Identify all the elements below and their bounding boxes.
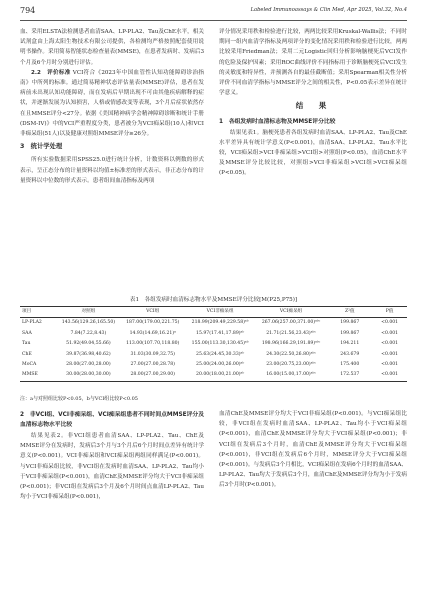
criteria-paragraph: VCI符合《2023年中国血管性认知功能障碍诊治指南》中所列的标准。通过简易精神状态评估量表(MMSE)评估，患者在发病前未出现认知功能障碍，而在发病后早期出现不可由其他疾病解释的症状，并逐渐发展为认知损害，人格或情感改变等表现，3个月后症状依然存在且MMSE评分<27分。依据《美国精神病学会精神障碍诊断和统计手册(DSM-IV)》中的VCI严重程度分类，患者被分为VCI痴呆组(10人)和VCI非痴呆组(51人)以及健康对照组MMSE评分≥26分。 <box>20 69 205 138</box>
section-heading-2-2: 2.2 评价标准 <box>31 69 71 76</box>
table-header-row <box>20 307 407 318</box>
table-cell: 175.400 <box>340 362 360 368</box>
column-header: 项目 <box>20 307 57 318</box>
statistics-continued-paragraph: 评分情况采用秩和检验进行比较，两两比较采用Kruskal-Wallis法；不同时期同一组内血清学指标及两项评分的变化情况采用秩和检验进行比较，两两比较采用Friedman法；采用二元Logistic回归分析影响脑梗死后VCI发作的危险及保护因素；采用ROC曲线评价不同指标用于诊断脑梗死后VCI发生的灵敏度和特异性，并预测各自的最佳截断值；采用Spearman相关性分析评价不同血清学指标与MMSE评分之间的相关性，P<0.05表示差异在统计学意义。 <box>219 29 407 97</box>
results-heading: 结 果 <box>295 101 331 111</box>
table-cell: 30.00(28.00,30.00) <box>57 370 120 381</box>
table-cell: 187.00(179.00,221.75) <box>126 320 180 326</box>
table-cell: 25.00(24.00,26.00)ᵃᵇ <box>196 362 245 368</box>
table-row <box>20 350 407 360</box>
table-cell: Tau <box>22 341 31 347</box>
table-cell: 7.84(7.22,8.43) <box>70 330 107 336</box>
table-cell: 20.00(18.00,21.00)ᵃᵇ <box>185 370 254 381</box>
table-cell: 143.56(129.26,165.50) <box>61 320 116 326</box>
results-subheading-2: 2 非VCI组、VCI非痴呆组、VCI痴呆组患者不同时间点MMSE评分及血清标志物水平比较 <box>20 412 204 428</box>
table-cell: 155.00(113.30,130.45)ᵃᵇ <box>191 341 249 347</box>
table-cell: MMSE <box>20 370 57 381</box>
results-paragraph-2-continued: 血清ChE及MMSE评分均大于VCI非痴呆组(P<0.001)。与VCI痴呆组比较，非VCI组在发病时血清SAA、LP-PLA2、Tau均小于VCI痴呆组(P<0.001)，血清ChE及MMSE评分均大于VCI痴呆组(P<0.001)；非VCI组在发病后3个月时，血清ChE及MMSE评分均大于VCI痴呆组(P<0.001)，非VCI组在发病后6个月时，MMSE评分大于VCI痴呆组(P<0.001)。与发病后3个月相比，VCI痴呆组在发病6个月时的血清SAA、LP-PLA2、Tau均大于发病后3个月，血清ChE及MMSE评分均为小于发病后3个月时(P<0.001)。 <box>219 411 407 489</box>
table-cell: 199.867 <box>340 320 360 326</box>
table-cell: <0.001 <box>381 330 399 336</box>
table-cell: 51.92(49.04,55.66) <box>66 341 111 347</box>
table-row <box>20 370 407 381</box>
section-heading-3: 3 统计学处理 <box>20 143 63 151</box>
table-cell: 172.537 <box>327 370 372 381</box>
table-cell: 198.96(166.29,191.89)ᵃᵇᶜ <box>261 341 321 347</box>
table-cell: 24.30(22.50,26.80)ᵃᵇᶜ <box>266 351 316 357</box>
page-number: 794 <box>20 6 36 15</box>
table-cell: MoCA <box>22 362 37 368</box>
header-rule <box>20 20 407 21</box>
lower-right-column <box>219 409 407 491</box>
journal-title: Labeled Immunoassays & Clin Med, Apr 2025, Vol.32, No.4 <box>250 7 407 13</box>
table-caption: 表1 各组发病时血清标志物水平及MMSE评分比较[M(P25,P75)] <box>129 297 298 303</box>
table-row <box>20 339 407 349</box>
results-paragraph-1: 结果见表1。脑梗死患者各组发病时血清SAA、LP-PLA2、Tau及ChE水平差异具有统计学意义(P<0.001)，血清SAA、LP-PLA2、Tau水平比较，VCI痴呆组>VCI非痴呆组>VCI组>对照组(P<0.05)，血清ChE水平及MMSE评分比较比较，对照组>VCI非痴呆组>VCI组>VCI痴呆组(P<0.05)。 <box>219 129 407 177</box>
running-header <box>20 6 407 18</box>
table-cell: 16.00(15.00,17.00)ᵃᵇᶜ <box>255 370 327 381</box>
table-cell: <0.001 <box>381 362 399 368</box>
left-column <box>20 27 204 186</box>
table-cell: 28.00(27.00,29.00) <box>120 370 185 381</box>
table-row <box>20 318 407 329</box>
table-cell: 21.71(21.56,23.43)ᵃᵇᶜ <box>266 330 316 336</box>
table-cell: 267.06(257.00,371.00)ᵃᵇᶜ <box>261 320 321 326</box>
results-paragraph-2: 结果见表2。非VCI组患者血清SAA、LP-PLA2、Tau、ChE及MMSE评分在发病时，发病后3个月与3个月后6个月时间点差异有统计学意义(P<0.001)。VCI非痴呆组和VCI痴呆组两组同样满足(P<0.001)。与VCI非痴呆组比较，非VCI组在发病时血清SAA、LP-PLA2、Tau均小于VCI非痴呆组(P<0.001)，血清ChE及MMSE评分均大于VCI非痴呆组(P<0.001)；非VCI组在发病后3个月及6个月时间点血清LP-PLA2、Tau均小于VCI非痴呆组(P<0.001)， <box>20 433 204 501</box>
column-header: Z²值 <box>327 307 372 318</box>
table-cell: 25.63(24.45,30.33)ᵃᵇ <box>196 351 245 357</box>
results-subheading-1: 1 各组发病时血清标志物及MMSE评分比较 <box>219 118 336 125</box>
table-cell: <0.001 <box>372 370 407 381</box>
table-cell: <0.001 <box>381 320 399 326</box>
column-header: VCI组 <box>120 307 185 318</box>
column-header: VCI非痴呆组 <box>185 307 254 318</box>
statistics-paragraph: 所有实验数据采用SPSS25.0进行统计分析，计数资料以例数的形式表示，呈正态分布的计量资料以均值±标准差的形式表示，非正态分布的计量资料以中位数的形式表示。患者组间血清指标及两项 <box>20 157 204 184</box>
table-cell: 113.00(107.70,118.80) <box>126 341 180 347</box>
table-cell: 199.867 <box>340 330 360 336</box>
table-cell: 218.99(209.49,229.58)ᵃᵇ <box>191 320 249 326</box>
table-cell: 39.87(36.98,40.62) <box>66 351 111 357</box>
table-row <box>20 329 407 339</box>
table-cell: SAA <box>22 330 32 336</box>
column-header: VCI痴呆组 <box>255 307 327 318</box>
comparison-table <box>20 306 407 382</box>
table-cell: <0.001 <box>381 341 399 347</box>
table-cell: 27.00(27.00,28.78) <box>130 362 175 368</box>
lower-left-column <box>20 409 204 502</box>
table-cell: 14.93(14.69,16.21)ᵃ <box>129 330 176 336</box>
table-row <box>20 360 407 370</box>
table-cell: 31.03(30.09,32.75) <box>130 351 175 357</box>
table-cell: LP-PLA2 <box>22 320 42 326</box>
column-header: P值 <box>372 307 407 318</box>
table-cell: 15.97(17.41,17.89)ᵃᵇ <box>196 330 245 336</box>
table-cell: 28.00(27.00,28.00) <box>66 362 111 368</box>
right-column <box>219 27 407 179</box>
table-cell: 194.211 <box>340 341 360 347</box>
table-cell: <0.001 <box>381 351 399 357</box>
table-cell: ChE <box>22 351 32 357</box>
table-note: 注：a与对照组比较P<0.05，b与VCI组比较P<0.05 <box>20 396 138 402</box>
table-cell: 243.679 <box>340 351 360 357</box>
table-cell: 23.00(20.75,23.00)ᵃᵇᶜ <box>266 362 316 368</box>
methods-paragraph: 血、采用ELSTA法检测患者血清SAA、LP-PLA2、Tau及ChE水平，相关试剂盒由上海太阳生物技术有限公司提供，各检测均严格按照配套使用说明书操作。采用简易智能状态检查量表(MMSE)，在患者发病时、发病后3个月及6个月时分别进行评估。 <box>20 29 204 66</box>
column-header: 对照组 <box>57 307 120 318</box>
